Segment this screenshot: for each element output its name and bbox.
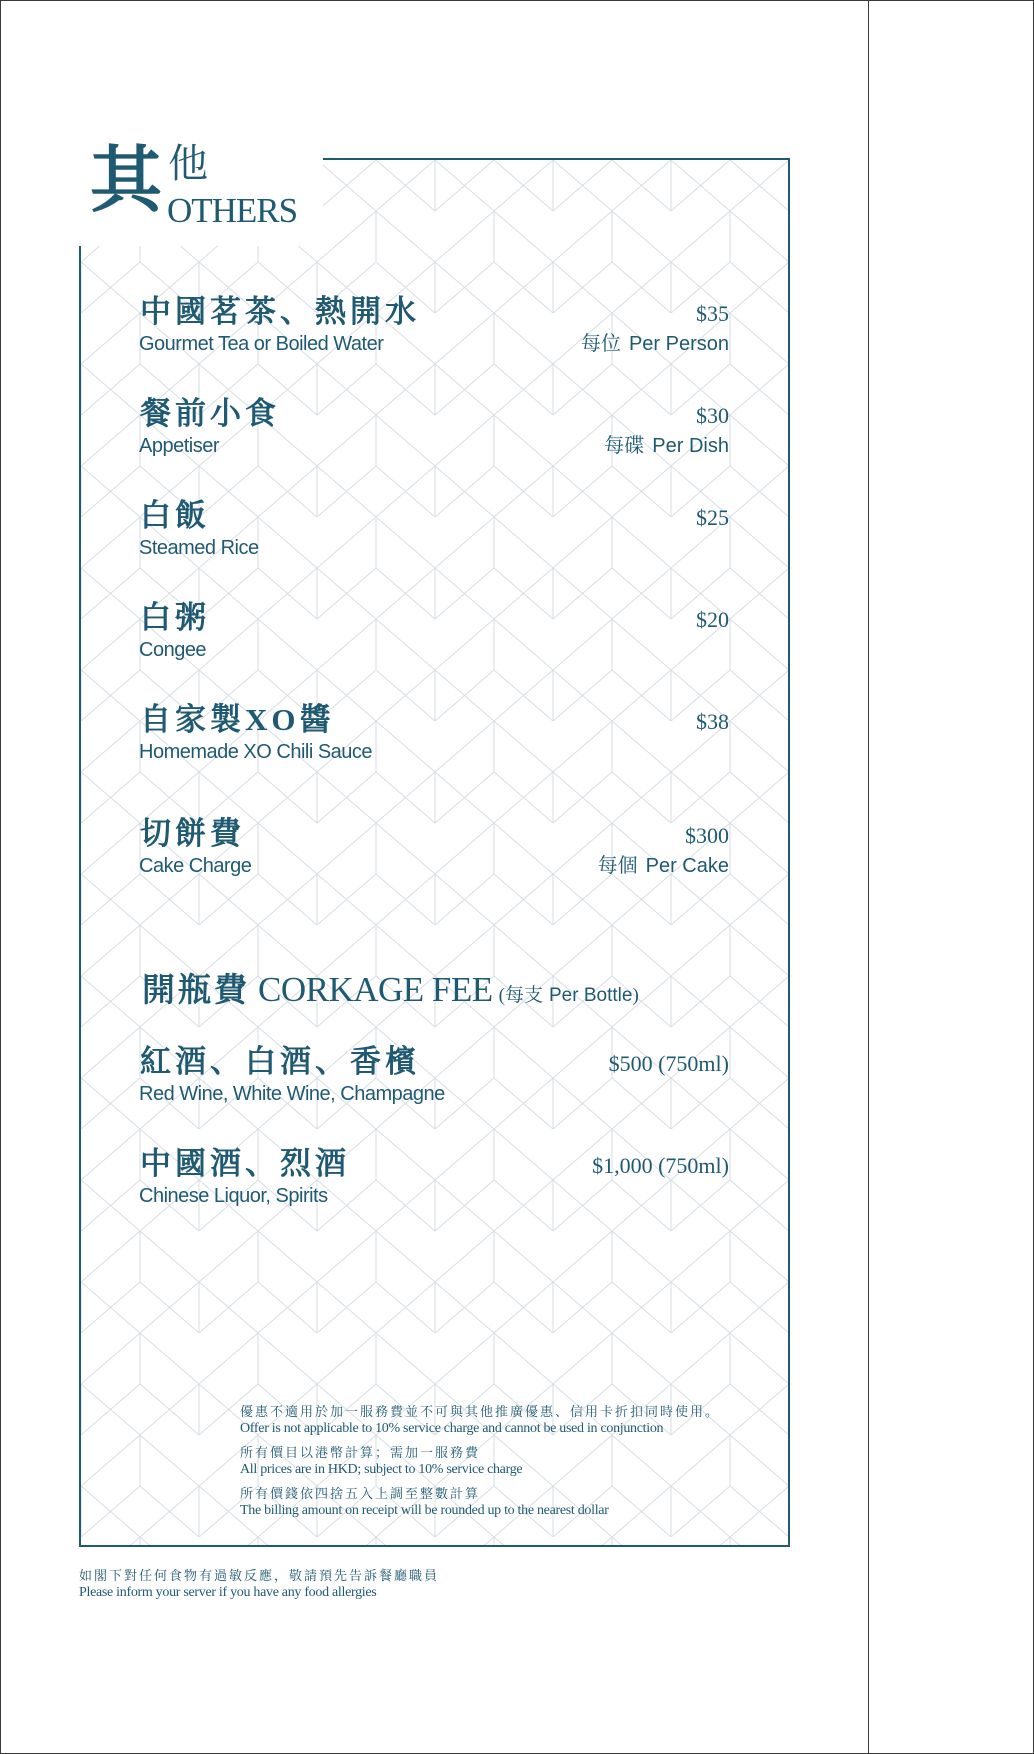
item-name-en: Steamed Rice — [139, 537, 259, 559]
corkage-heading-cn: 開瓶費 — [142, 973, 250, 1009]
item-price: $300 — [685, 823, 729, 848]
item-name-en: Chinese Liquor, Spirits — [139, 1185, 328, 1207]
item-name-cn: 白粥 — [140, 600, 210, 635]
item-name-cn: 紅酒、白酒、香檳 — [140, 1044, 420, 1079]
item-name-en: Cake Charge — [139, 855, 252, 877]
corkage-unit-en: Per Bottle — [549, 985, 633, 1006]
corkage-unit-open: ( — [498, 985, 505, 1006]
corkage-unit — [499, 985, 639, 1006]
footnote-cn: 所有價目以港幣計算；需加一服務費 — [240, 1445, 481, 1460]
allergy-notice-cn: 如閣下對任何食物有過敏反應，敬請預先告訴餐廳職員 — [79, 1568, 440, 1583]
item-name-cn: 白飯 — [140, 498, 210, 533]
item-price: $25 — [696, 505, 729, 530]
allergy-notice-en: Please inform your server if you have any food allergies — [79, 1585, 377, 1600]
footnote-cn: 優惠不適用於加一服務費並不可與其他推廣優惠、信用卡折扣同時使用。 — [240, 1404, 721, 1419]
item-name-en: Red Wine, White Wine, Champagne — [139, 1083, 445, 1105]
title-cn-large: 其 — [90, 141, 163, 221]
item-price: $30 — [696, 403, 729, 428]
item-name-cn: 切餅費 — [140, 816, 245, 851]
item-name-cn: 中國酒、烈酒 — [140, 1146, 350, 1181]
item-name-en: Appetiser — [139, 435, 219, 457]
item-unit-en: Per Cake — [645, 855, 729, 877]
footnote-en: All prices are in HKD; subject to 10% service charge — [240, 1462, 523, 1477]
item-unit — [604, 432, 729, 460]
item-price: $500 (750ml) — [608, 1051, 729, 1076]
item-unit-cn: 每位 — [580, 333, 621, 355]
menu-item — [0, 294, 1034, 374]
item-unit-cn: 每碟 — [604, 435, 645, 457]
corkage-unit-cn: 每支 — [504, 985, 543, 1006]
allergy-notice — [79, 1567, 439, 1602]
item-name-en: Gourmet Tea or Boiled Water — [139, 333, 384, 355]
footnote-en: Offer is not applicable to 10% service charge and cannot be used in conjunction — [240, 1421, 664, 1436]
item-price: $1,000 (750ml) — [592, 1153, 729, 1178]
item-unit — [581, 330, 729, 358]
corkage-item — [0, 1044, 1034, 1124]
corkage-heading — [142, 968, 639, 1018]
item-unit — [598, 852, 729, 880]
corkage-heading-en: CORKAGE FEE — [258, 970, 493, 1009]
menu-item — [0, 702, 1034, 782]
footnote-cn: 所有價錢依四捨五入上調至整數計算 — [240, 1486, 481, 1501]
item-name-en: Congee — [139, 639, 207, 661]
item-name-cn: 餐前小食 — [140, 396, 280, 431]
footnotes — [240, 1403, 760, 1526]
title-cn-small: 他 — [168, 141, 208, 186]
item-unit-en: Per Person — [628, 333, 729, 355]
item-price: $38 — [696, 709, 729, 734]
corkage-item — [0, 1146, 1034, 1226]
item-price: $20 — [696, 607, 729, 632]
item-name-cn: 自家製XO醬 — [140, 702, 335, 737]
footnote — [240, 1444, 760, 1479]
corkage-unit-close: ) — [632, 985, 639, 1006]
footnote — [240, 1485, 760, 1520]
item-unit-en: Per Dish — [652, 435, 729, 457]
footnote-en: The billing amount on receipt will be rounded up to the nearest dollar — [240, 1503, 609, 1518]
menu-item — [0, 396, 1034, 476]
menu-item — [0, 498, 1034, 578]
menu-item — [0, 600, 1034, 680]
menu-item — [0, 816, 1034, 896]
item-name-en: Homemade XO Chili Sauce — [139, 741, 373, 763]
footnote — [240, 1403, 760, 1438]
title-en: OTHERS — [167, 191, 298, 230]
item-name-cn: 中國茗茶、熱開水 — [140, 294, 420, 329]
item-unit-cn: 每個 — [597, 855, 638, 877]
item-price: $35 — [696, 301, 729, 326]
